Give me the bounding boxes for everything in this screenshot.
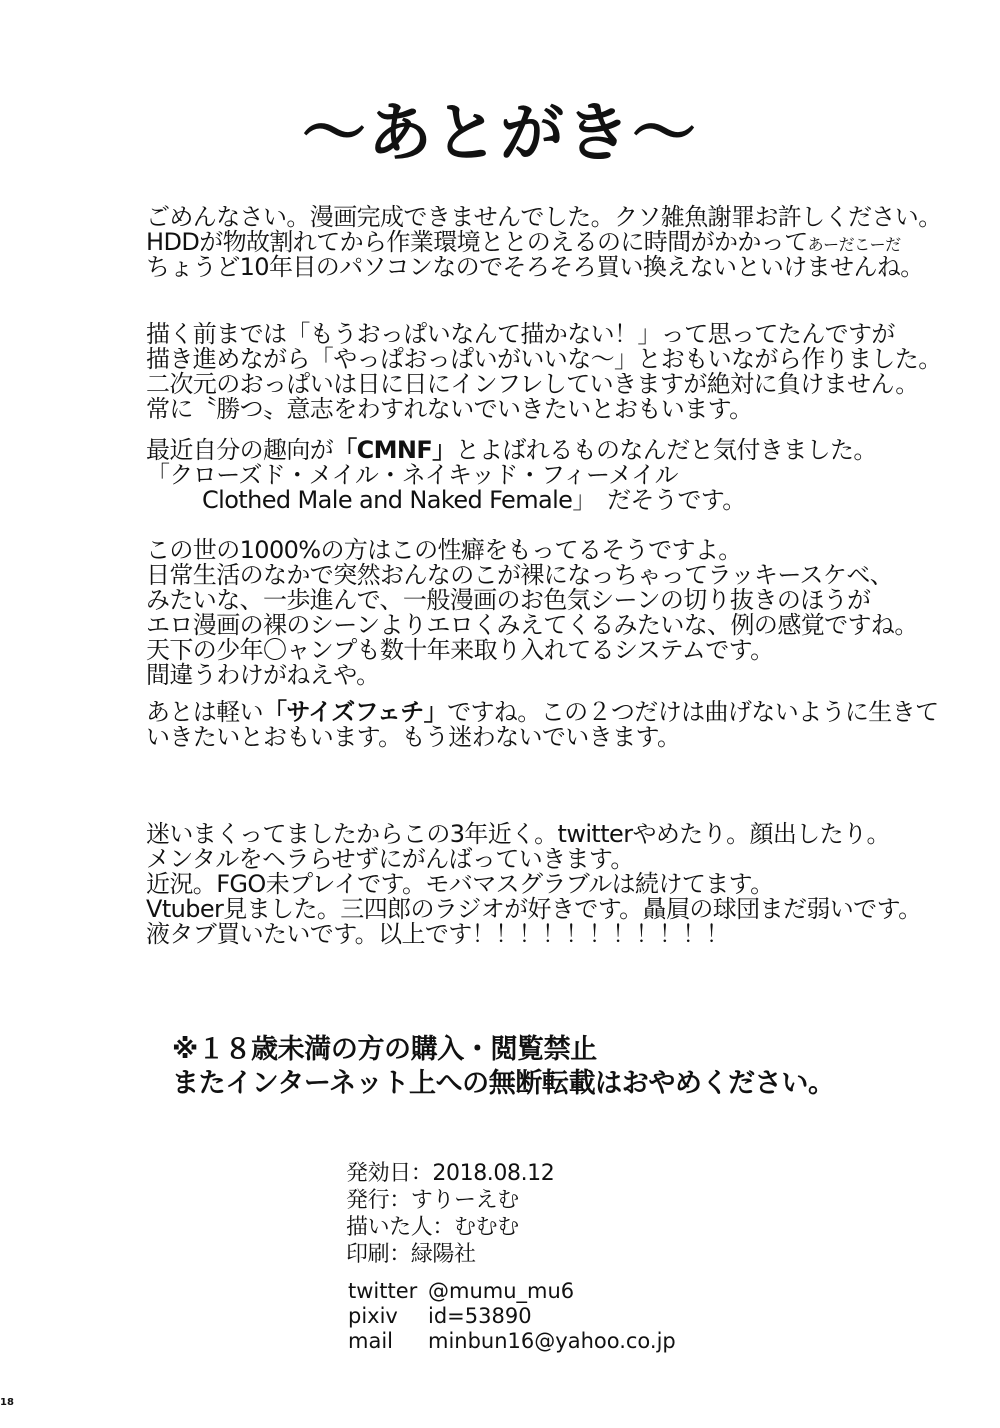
contact-label: mail (348, 1329, 393, 1353)
text-line: 描き進めながら「やっぱおっぱいがいいな〜」とおもいながら作りました。 (146, 345, 942, 373)
text-line: 迷いまくってましたからこの3年近く。twitterやめたり。顔出したり。 (146, 820, 890, 848)
text-line: 日常生活のなかで突然おんなのこが裸になっちゃってラッキースケベ、 (146, 561, 894, 589)
age-restriction-notice (172, 1033, 912, 1101)
paragraph-fetish (146, 538, 936, 688)
printer: 印刷：緑陽社 (346, 1242, 476, 1267)
text-line: 天下の少年〇ャンプも数十年来取り入れてるシステムです。 (146, 636, 774, 664)
text-line: ごめんなさい。漫画完成できませんでした。クソ雑魚謝罪お許しください。 (146, 203, 942, 231)
author: 描いた人：むむむ (346, 1215, 519, 1240)
text-line: 常に〝勝つ〟意志をわすれないでいきたいとおもいます。 (146, 395, 753, 423)
contact-label: twitter (348, 1279, 418, 1303)
text-line: みたいな、一歩進んで、一般漫画のお色気シーンの切り抜きのほうが (146, 586, 871, 614)
paragraph-size-fetish (146, 698, 939, 751)
page-title: 〜あとがき〜 (302, 97, 698, 171)
text-line: メンタルをヘラらせずにがんばっていきます。 (146, 845, 634, 873)
contact-twitter (348, 1279, 768, 1304)
contact-mail (348, 1329, 768, 1354)
publish-date: 発効日：2018.08.12 (346, 1161, 555, 1186)
text-line: いきたいとおもいます。もう迷わないでいきます。 (146, 723, 681, 751)
paragraph-apology (146, 203, 942, 281)
small-aside: あーだこーだ (807, 235, 901, 254)
text-line: Clothed Male and Naked Female」 だそうです。 (202, 486, 746, 514)
contact-value: @mumu_mu6 (428, 1279, 575, 1303)
text-line (146, 230, 936, 255)
text-line: エロ漫画の裸のシーンよりエロくみえてくるみたいな、例の感覚ですね。 (146, 611, 918, 639)
text-line: Vtuber見ました。三四郎のラジオが好きです。贔屓の球団まだ弱いです。 (146, 895, 922, 923)
text-line (146, 438, 936, 463)
text-line: この世の1000%の方はこの性癖をもってるそうですよ。 (146, 536, 742, 564)
text-span: とよばれるものなんだと気付きました。 (455, 436, 877, 464)
page-number: 18 (0, 1397, 14, 1408)
text-span: あとは軽い (146, 698, 263, 726)
contact-value: minbun16@yahoo.co.jp (428, 1329, 676, 1353)
text-span: ですね。この２つだけは曲げないように生きて (447, 698, 939, 726)
contact-list (348, 1279, 768, 1354)
text-span: 最近自分の趣向が (146, 436, 334, 464)
paragraph-cmnf (146, 438, 936, 513)
emphasis-text: 「サイズフェチ」 (263, 698, 448, 726)
text-line (146, 698, 939, 726)
colophon (346, 1160, 746, 1268)
publisher: 発行：すりーえむ (346, 1188, 519, 1213)
contact-label: pixiv (348, 1304, 398, 1328)
text-line: ちょうど10年目のパソコンなのでそろそろ買い換えないといけませんね。 (146, 253, 924, 281)
text-span: HDDが物故割れてから作業環境ととのえるのに時間がかかって (146, 228, 808, 256)
text-line: 描く前までは「もうおっぱいなんて描かない！」って思ってたんですが (146, 320, 895, 348)
text-line: 間違うわけがねえや。 (146, 661, 380, 689)
text-line: 二次元のおっぱいは日に日にインフレしていきますが絶対に負けません。 (146, 370, 919, 398)
paragraph-drawing (146, 320, 942, 423)
contact-value: id=53890 (428, 1304, 532, 1328)
text-line: 「クローズド・メイル・ネイキッド・フィーメイル (146, 461, 678, 489)
paragraph-recent (146, 822, 936, 947)
contact-pixiv (348, 1304, 768, 1329)
emphasis-text: 「CMNF」 (333, 436, 456, 464)
notice-line: ※１８歳未満の方の購入・閲覧禁止 (172, 1034, 597, 1065)
notice-line: またインターネット上への無断転載はおやめください。 (172, 1068, 835, 1099)
text-line: 近況。FGO未プレイです。モバマスグラブルは続けてます。 (146, 870, 774, 898)
text-line: 液タブ買いたいです。以上です！！！！！！！！！！！ (146, 920, 730, 948)
